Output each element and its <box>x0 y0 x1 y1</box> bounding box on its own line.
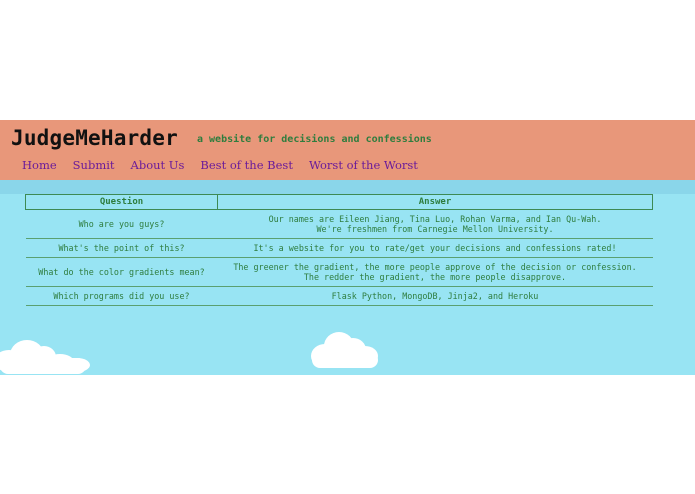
nav-submit[interactable]: Submit <box>72 158 115 172</box>
faq-answer-line: Our names are Eileen Jiang, Tina Luo, Rohan Varma, and Ian Qu-Wah. <box>268 214 602 224</box>
nav-home[interactable]: Home <box>22 158 57 172</box>
site-tagline: a website for decisions and confessions <box>197 134 432 145</box>
sky-background <box>0 180 695 375</box>
faq-table <box>25 194 653 306</box>
faq-answer <box>218 239 653 258</box>
table-row <box>26 287 653 306</box>
column-header-answer: Answer <box>218 195 653 210</box>
faq-answer-line: It's a website for you to rate/get your decisions and confessions rated! <box>253 243 617 253</box>
faq-question: What do the color gradients mean? <box>26 258 218 287</box>
sky-band <box>0 180 695 194</box>
faq-answer <box>218 210 653 239</box>
table-row <box>26 210 653 239</box>
faq-answer-line: The greener the gradient, the more people approve of the decision or confession. <box>233 262 637 272</box>
faq-answer <box>218 287 653 306</box>
nav-best-of-the-best[interactable]: Best of the Best <box>200 158 293 172</box>
main-nav <box>22 158 434 172</box>
faq-question: What's the point of this? <box>26 239 218 258</box>
faq-answer-line: The redder the gradient, the more people disapprove. <box>303 272 567 282</box>
nav-about-us[interactable]: About Us <box>130 158 185 172</box>
faq-question: Which programs did you use? <box>26 287 218 306</box>
faq-answer-line: Flask Python, MongoDB, Jinja2, and Heroku <box>331 291 539 301</box>
faq-question: Who are you guys? <box>26 210 218 239</box>
faq-header-row <box>26 195 653 210</box>
table-row <box>26 258 653 287</box>
site-header <box>0 120 695 180</box>
column-header-question: Question <box>26 195 218 210</box>
table-row <box>26 239 653 258</box>
faq-answer <box>218 258 653 287</box>
faq-answer-line: We're freshmen from Carnegie Mellon University. <box>316 224 554 234</box>
site-title[interactable]: JudgeMeHarder <box>11 126 178 150</box>
nav-worst-of-the-worst[interactable]: Worst of the Worst <box>308 158 418 172</box>
